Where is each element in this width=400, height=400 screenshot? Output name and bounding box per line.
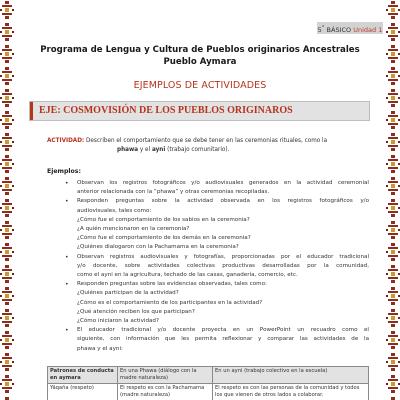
activity-description <box>47 137 367 155</box>
list-item-line: como el ayni en la agricultura, techado de las casas, ganadería, comercio, etc. <box>77 272 298 279</box>
list-item <box>65 253 369 281</box>
table-cell: Yäqaña (respeto) <box>48 384 118 400</box>
grade-badge-unit: Unidad 1 <box>353 26 383 35</box>
list-item-line: ¿Quiénes dialogaron con la Pachamama en la ceremonia? <box>77 244 239 251</box>
eje-title: EJE: COSMOVISIÓN DE LOS PUEBLOS ORIGINAROS <box>39 105 293 116</box>
decorative-border-left <box>0 0 14 400</box>
list-item-line: phawa y el ayni: <box>77 345 123 352</box>
list-item-line: ¿Cómo fue el comportamiento de los sabios en la ceremonia? <box>77 216 250 223</box>
list-item-line: ¿Quiénes participan de la actividad? <box>77 290 179 297</box>
list-item-line: audiovisuales, tales como: <box>77 207 152 214</box>
grade-badge-ordinal: ° <box>321 25 325 31</box>
eje-accent-bar <box>30 102 33 120</box>
activity-text-3: (trabajo comunitario). <box>165 147 230 153</box>
table-header-row <box>48 367 369 384</box>
table-row <box>48 384 369 400</box>
grade-badge-number: 5 <box>317 26 322 35</box>
activity-line1 <box>47 137 367 146</box>
list-item-line: El educador tradicional y/o docente proyecta en un PowerPoint un recuadro como el <box>77 327 369 334</box>
list-item <box>65 197 369 252</box>
list-item-line: ¿Cómo fue el comportamiento de los demás en la ceremonia? <box>77 235 251 242</box>
list-item-line: ¿Qué atención reciben los que participan? <box>77 308 195 315</box>
activity-label: ACTIVIDAD: <box>47 138 85 144</box>
list-item-line: anterior relacionada con la “phawa” y otras ceremonias recopiladas. <box>77 189 270 196</box>
activity-line2 <box>47 146 367 155</box>
activity-term-ayni: ayni <box>151 147 166 153</box>
bullet-dot-icon: • <box>65 281 69 289</box>
bullet-dot-icon: • <box>65 253 69 261</box>
activity-term-phawa: phawa <box>117 147 139 153</box>
grade-badge-level: BÁSICO <box>324 26 354 35</box>
eje-banner <box>29 101 370 121</box>
list-item-line: siguiente, con información que les permita reflexionar y comparar las actividades de la <box>77 336 369 343</box>
section-heading: EJEMPLOS DE ACTIVIDADES <box>133 80 267 91</box>
decorative-border-right <box>386 0 400 400</box>
list-item-line: ¿A quién mencionaron en la ceremonia? <box>77 226 190 233</box>
list-item-line: y/o docente, sobre actividades colectivas productivas desarrolladas por la comunidad, <box>77 262 369 269</box>
table-cell: El respeto es con las personas de la comunidad y todos los que vienen de otros lados a colaborar. <box>213 384 369 400</box>
activity-text-2: y el <box>138 147 152 153</box>
list-item <box>65 280 369 326</box>
list-item-line: Responden preguntas sobre la actividad observada en los registros fotográficos y/o <box>77 198 369 205</box>
activity-text-1: Describen el comportamiento que se debe tener en las ceremonias rituales, como la <box>84 138 328 144</box>
grade-badge <box>317 22 383 34</box>
bullet-dot-icon: • <box>65 180 69 187</box>
examples-label: Ejemplos: <box>47 168 81 175</box>
list-item-line: Observan los registros fotográficos y/o audiovisuales generados en la actividad ceremonial <box>77 180 369 186</box>
program-title-line2: Pueblo Aymara <box>163 57 237 67</box>
program-title-line1: Programa de Lengua y Cultura de Pueblos originarios Ancestrales <box>40 45 360 55</box>
table-header-cell: En un ayni (trabajo colectivo en la escuela) <box>213 367 369 384</box>
comparison-table <box>47 366 369 400</box>
list-item-line: ¿Cómo es el comportamiento de los participantes en la actividad? <box>77 299 263 306</box>
bullet-dot-icon: • <box>65 327 69 335</box>
list-item-line: ¿Cómo iniciaron la actividad? <box>77 318 159 325</box>
table-header-cell: Patrones de conducta en aymara <box>48 367 118 384</box>
table-cell: El respeto es con la Pachamama (madre naturaleza) <box>118 384 213 400</box>
list-item-line: Responden preguntas sobre las evidencias observadas, tales como: <box>77 281 267 288</box>
list-item-line: Observan registros audiovisuales y fotografías, proporcionadas por el educador tradicional <box>77 253 369 260</box>
list-item <box>65 326 369 354</box>
examples-list <box>65 179 369 354</box>
bullet-dot-icon: • <box>65 198 69 206</box>
table-header-cell: En una Phawa (diálogo con la madre naturaleza) <box>118 367 213 384</box>
list-item <box>65 179 369 197</box>
program-title <box>30 44 370 68</box>
